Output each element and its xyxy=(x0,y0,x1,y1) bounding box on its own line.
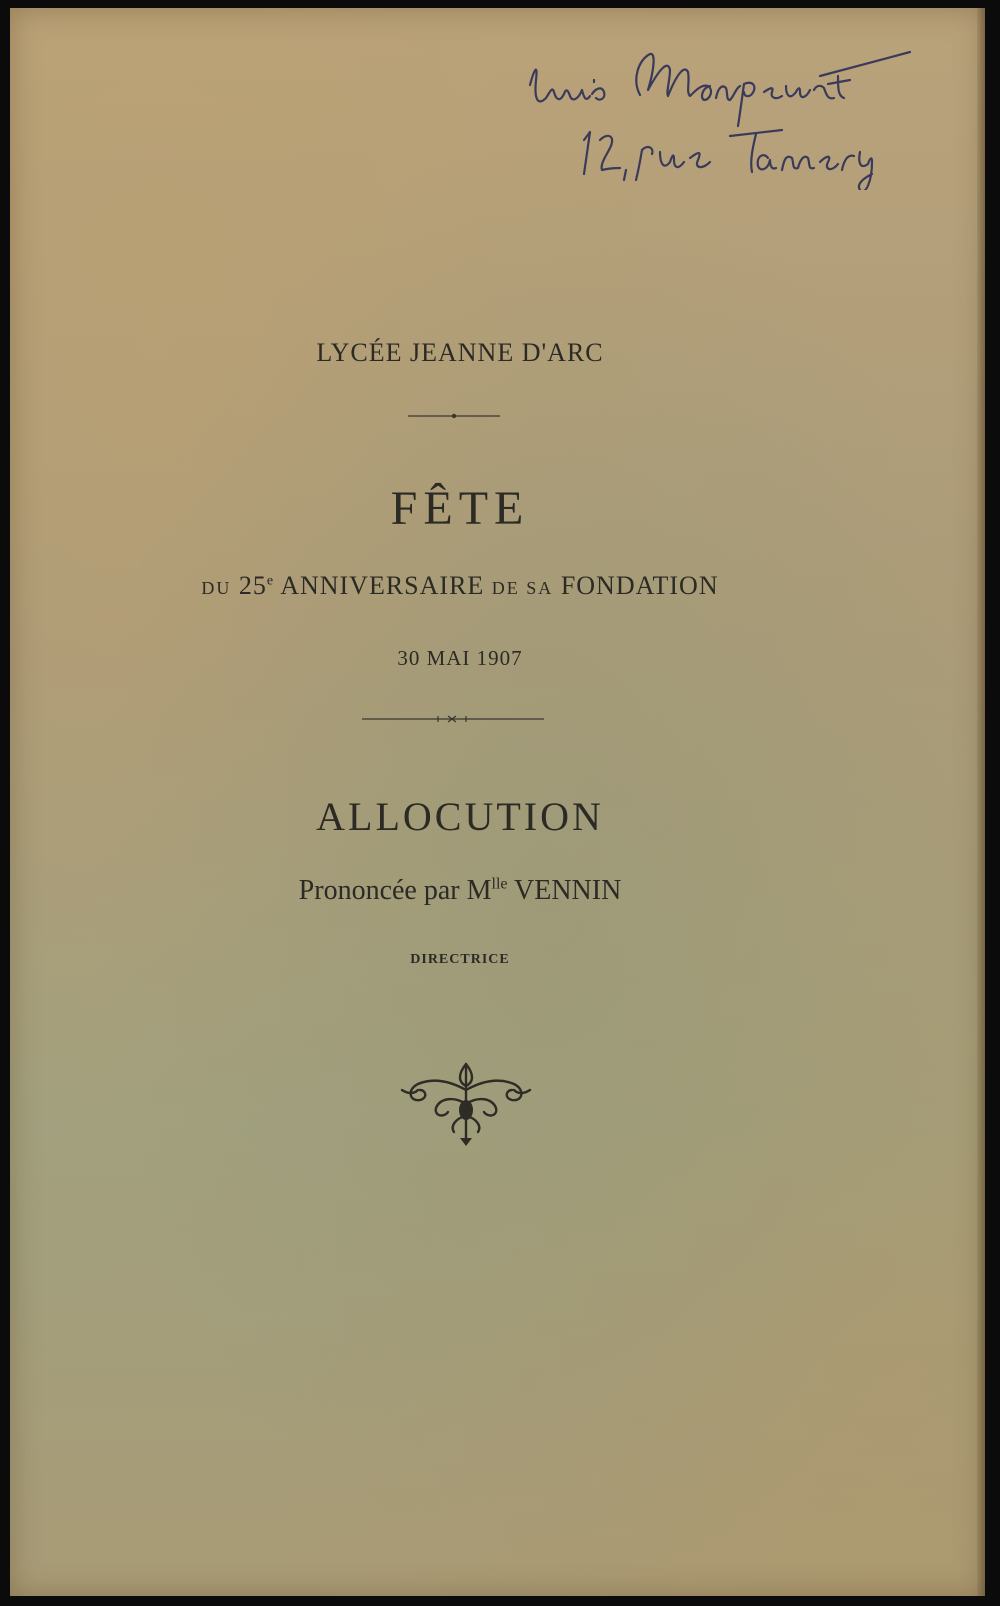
cover-edge xyxy=(977,8,985,1596)
anniversary-de-sa: DE SA xyxy=(491,578,554,598)
delivered-by xyxy=(10,875,910,907)
anniversary-ordinal: e xyxy=(266,573,275,589)
anniversary-du: DU xyxy=(201,578,232,598)
ornamental-rule-middle xyxy=(362,714,544,724)
handwritten-signature xyxy=(520,40,930,190)
anniversary-number-value: 25 xyxy=(238,571,267,600)
delivered-prefix: Prononcée par M xyxy=(298,875,492,906)
event-title: FÊTE xyxy=(390,482,530,535)
fleuron-ornament-icon xyxy=(398,1060,534,1146)
speaker-name: VENNIN xyxy=(514,875,622,906)
school-name: LYCÉE JEANNE D'ARC xyxy=(316,338,604,367)
anniversary-number xyxy=(239,571,274,600)
speech-title: ALLOCUTION xyxy=(316,794,604,839)
delivered-title-suffix: lle xyxy=(491,875,508,893)
ornamental-rule-top xyxy=(408,412,500,420)
booklet-cover xyxy=(10,8,985,1596)
speaker-role: DIRECTRICE xyxy=(410,952,510,967)
event-date: 30 MAI 1907 xyxy=(397,646,523,670)
anniversary-fondation: FONDATION xyxy=(560,571,719,600)
anniversary-line xyxy=(10,571,910,601)
anniversary-word: ANNIVERSAIRE xyxy=(280,571,485,600)
